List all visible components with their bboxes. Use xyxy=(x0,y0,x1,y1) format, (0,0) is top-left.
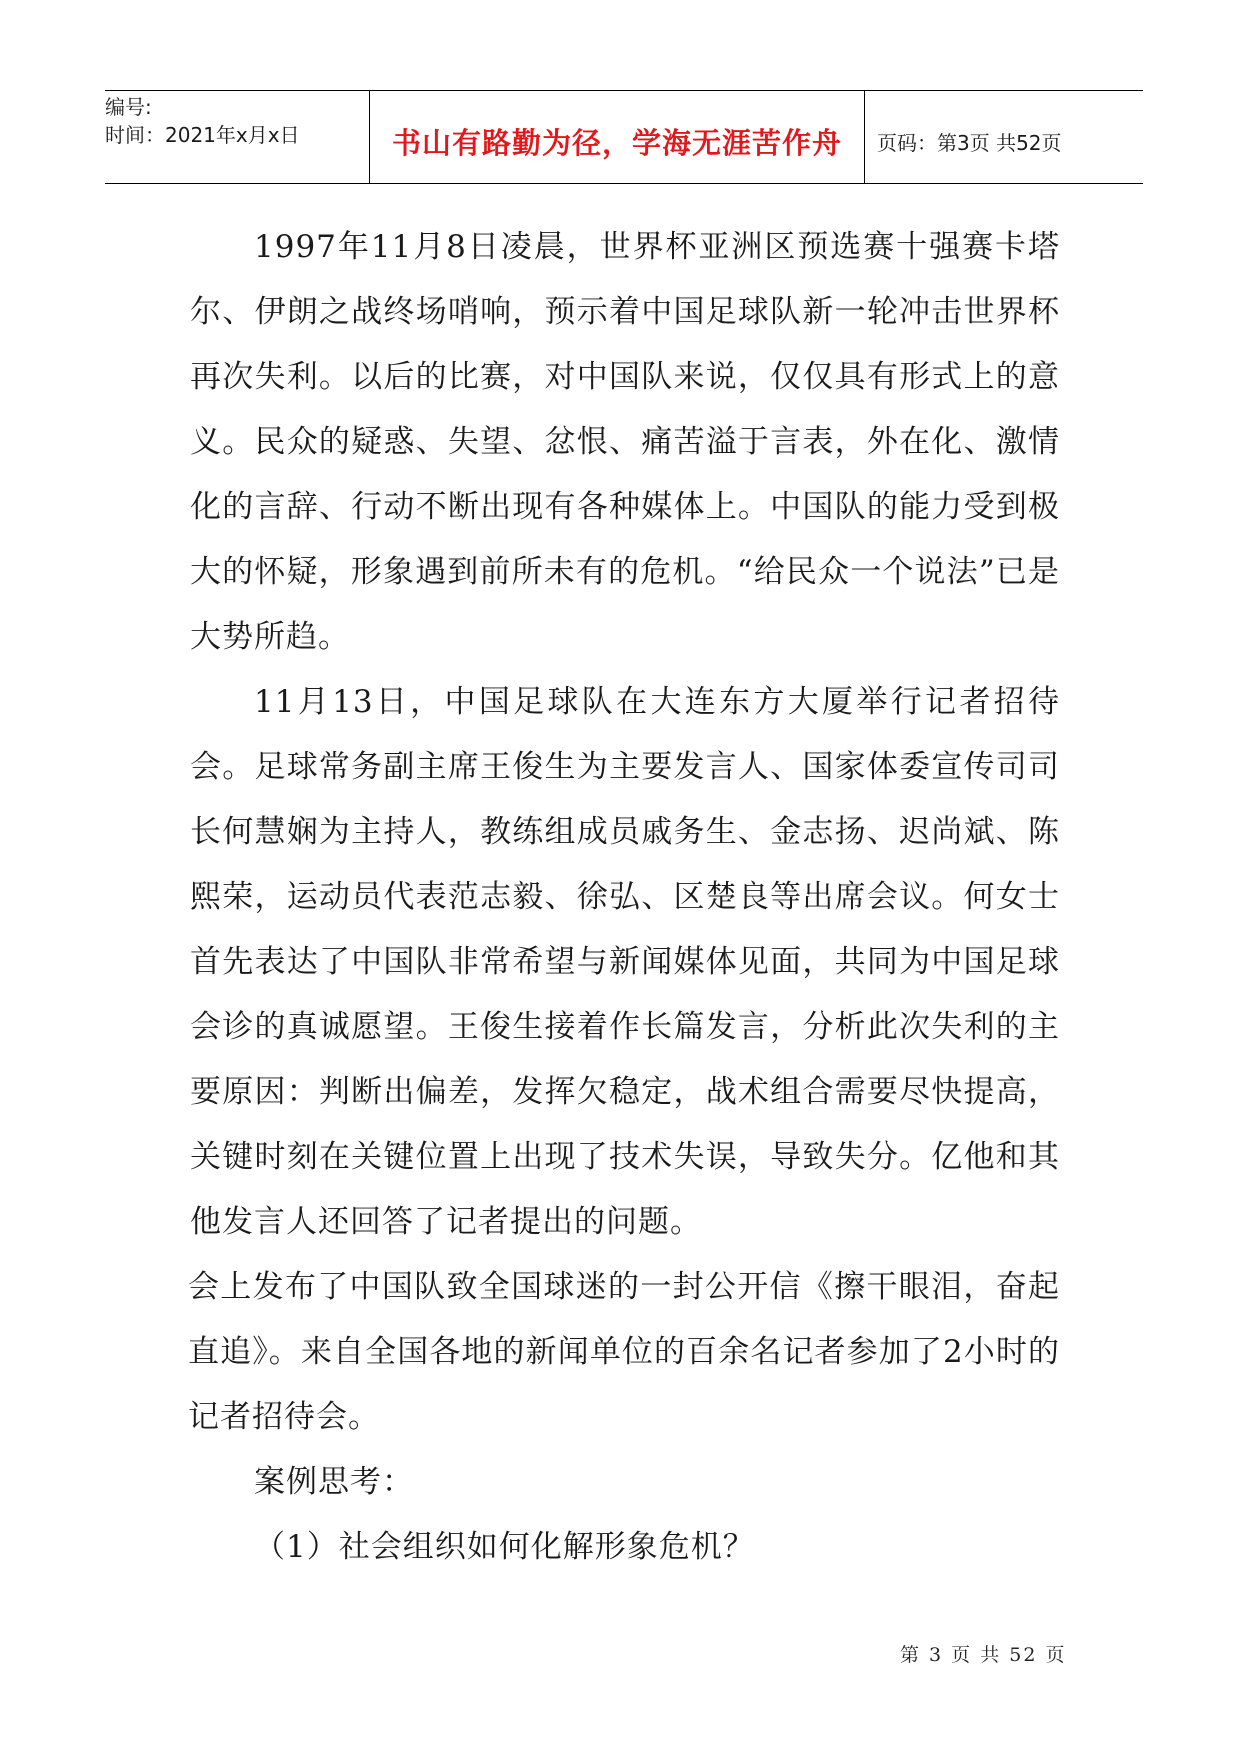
time-label: 时间：2021年x月x日 xyxy=(105,123,300,147)
paragraph-2: 11月13日，中国足球队在大连东方大厦举行记者招待会。足球常务副主席王俊生为主要发言人、国家体委宣传司司长何慧娴为主持人，教练组成员戚务生、金志扬、迟尚斌、陈熙荣，运动员代表范志毅、徐弘、区楚良等出席会议。何女士首先表达了中国队非常希望与新闻媒体见面，共同为中国足球会诊的真诚愿望。王俊生接着作长篇发言，分析此次失利的主要原因：判断出偏差，发挥欠稳定，战术组合需要尽快提高，关键时刻在关键位置上出现了技术失误，导致失分。亿他和其他发言人还回答了记者提出的问题。 xyxy=(190,684,1060,1240)
paragraph-1: 1997年11月8日凌晨，世界杯亚洲区预选赛十强赛卡塔尔、伊朗之战终场哨响，预示着中国足球队新一轮冲击世界杯再次失利。以后的比赛，对中国队来说，仅仅具有形式上的意义。民众的疑惑、失望、忿恨、痛苦溢于言表，外在化、激情化的言辞、行动不断出现有各种媒体上。中国队的能力受到极大的怀疑，形象遇到前所未有的危机。“给民众一个说法”已是大势所趋。 xyxy=(190,229,1060,655)
document-body xyxy=(190,215,1060,1580)
header-slogan: 书山有路勤为径，学海无涯苦作舟 xyxy=(370,91,865,183)
case-question-heading: 案例思考： xyxy=(254,1464,414,1500)
header-meta xyxy=(105,91,370,183)
serial-number-label: 编号: xyxy=(105,95,152,119)
header-page-info: 页码：第3页 共52页 xyxy=(877,130,1062,155)
paragraph-3: 会上发布了中国队致全国球迷的一封公开信《擦干眼泪，奋起直追》。来自全国各地的新闻单位的百余名记者参加了2小时的记者招待会。 xyxy=(188,1269,1060,1435)
case-question-1: （1）社会组织如何化解形象危机？ xyxy=(254,1529,755,1565)
page-footer: 第 3 页 共 52 页 xyxy=(900,1644,1067,1666)
page-header xyxy=(105,90,1143,184)
